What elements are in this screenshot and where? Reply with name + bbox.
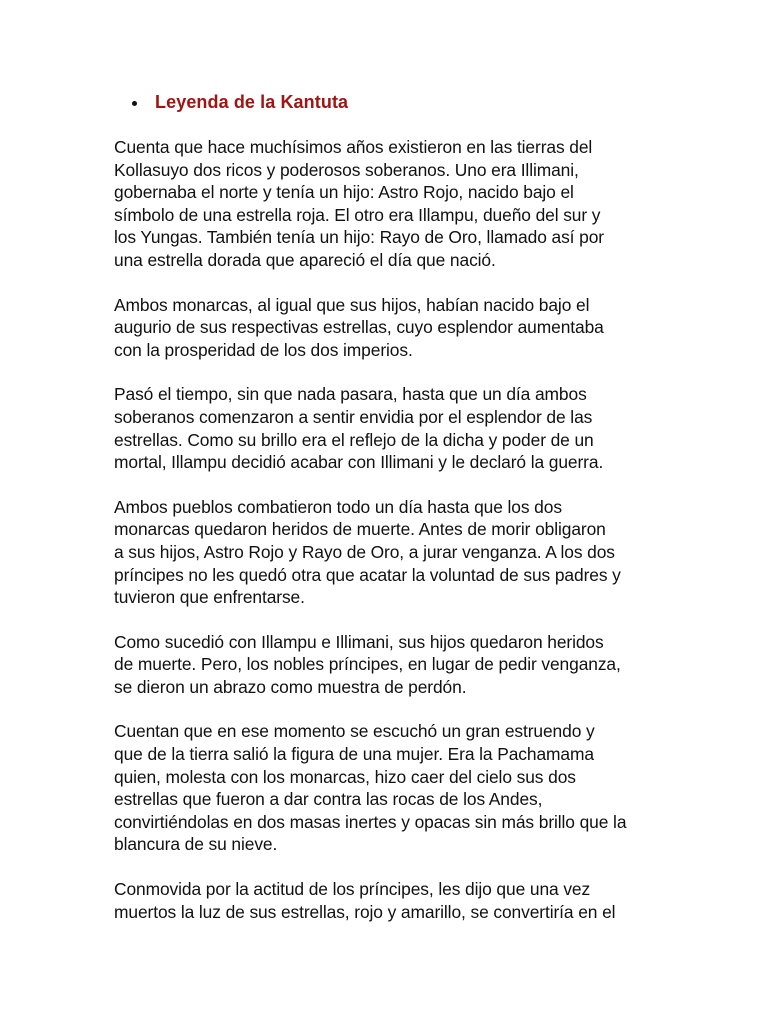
paragraph-6: Cuentan que en ese momento se escuchó un gran estruendo y que de la tierra salió la figura de una mujer. Era la Pachamama quien, molesta con los monarcas, hizo caer del cielo sus dos estrellas que fueron a dar contra las rocas de los Andes, convirtiéndolas en dos masas inertes y opacas sin más brillo que la blancura de su nieve. xyxy=(114,721,627,855)
document-body xyxy=(114,136,659,945)
paragraph-7: Conmovida por la actitud de los príncipes, les dijo que una vez muertos la luz de sus estrellas, rojo y amarillo, se convertiría en el xyxy=(114,879,616,922)
heading-list-item xyxy=(132,92,348,113)
bullet-icon xyxy=(132,101,137,106)
paragraph-5: Como sucedió con Illampu e Illimani, sus hijos quedaron heridos de muerte. Pero, los nobles príncipes, en lugar de pedir venganza, se dieron un abrazo como muestra de perdón. xyxy=(114,631,621,697)
page-title: Leyenda de la Kantuta xyxy=(155,92,349,112)
paragraph-2: Ambos monarcas, al igual que sus hijos, habían nacido bajo el augurio de sus respectivas estrellas, cuyo esplendor aumentaba con la prosperidad de los dos imperios. xyxy=(114,294,604,360)
paragraph-4: Ambos pueblos combatieron todo un día hasta que los dos monarcas quedaron heridos de muerte. Antes de morir obligaron a sus hijos, Astro Rojo y Rayo de Oro, a jurar venganza. A los dos príncipes no les quedó otra que acatar la voluntad de sus padres y tuvieron que enfrentarse. xyxy=(114,496,621,608)
paragraph-1: Cuenta que hace muchísimos años existieron en las tierras del Kollasuyo dos ricos y poderosos soberanos. Uno era Illimani, gobernaba el norte y tenía un hijo: Astro Rojo, nacido bajo el símbolo de una estrella roja. El otro era Illampu, dueño del sur y los Yungas. También tenía un hijo: Rayo de Oro, llamado así por una estrella dorada que apareció el día que nació. xyxy=(114,137,604,270)
paragraph-3: Pasó el tiempo, sin que nada pasara, hasta que un día ambos soberanos comenzaron a sentir envidia por el esplendor de las estrellas. Como su brillo era el reflejo de la dicha y poder de un mortal, Illampu decidió acabar con Illimani y le declaró la guerra. xyxy=(114,384,604,473)
